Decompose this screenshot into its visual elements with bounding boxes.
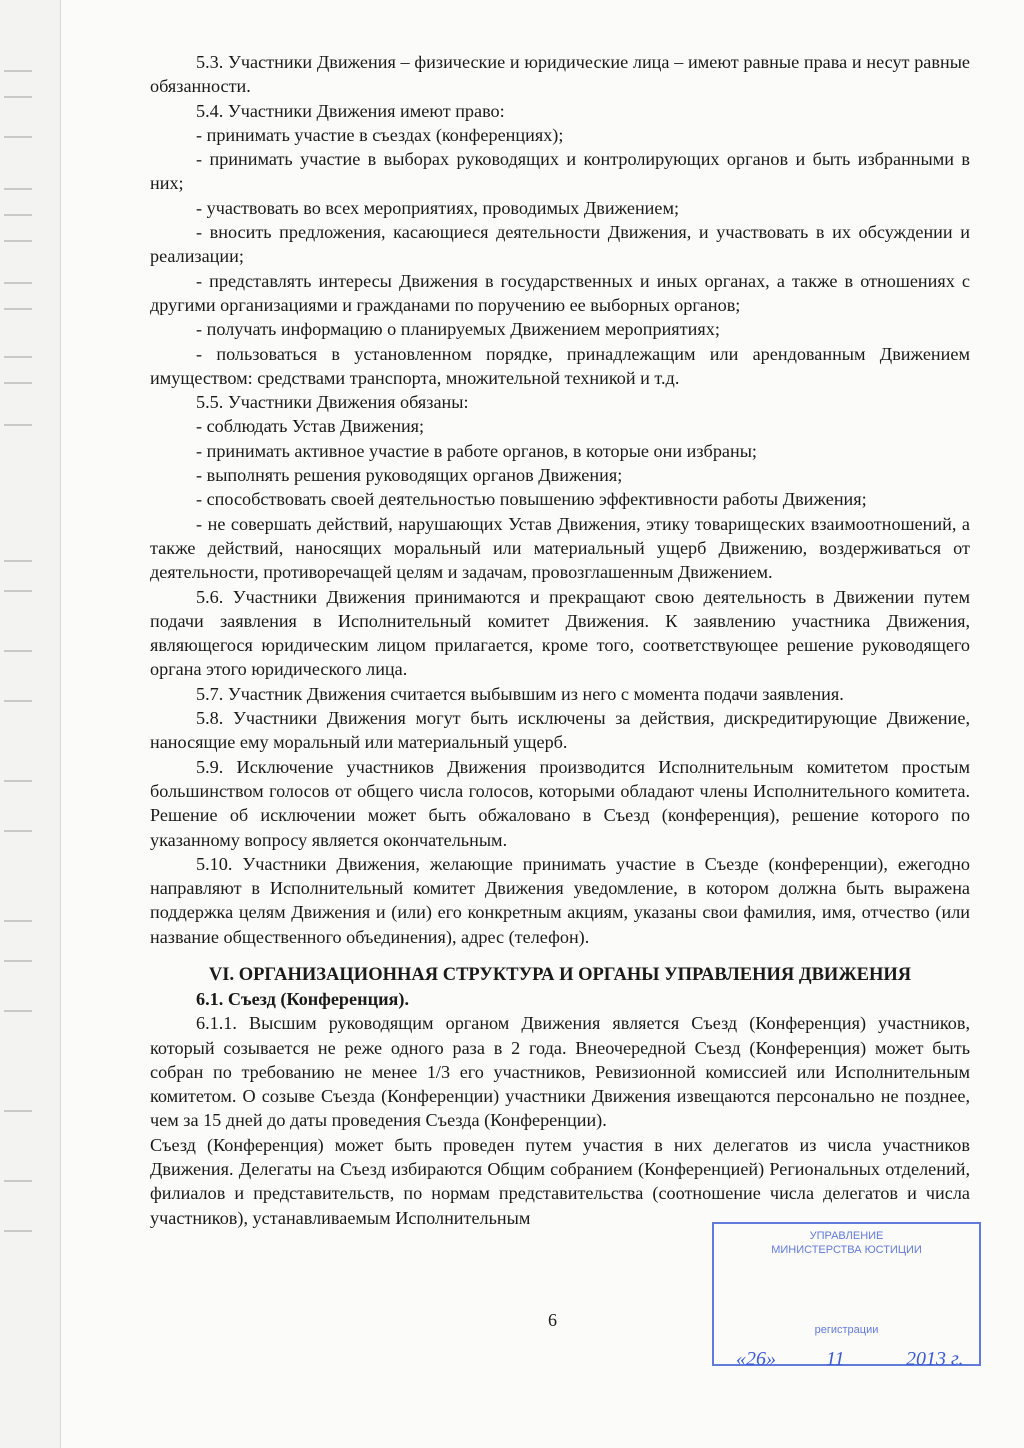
document-body bbox=[150, 50, 970, 1230]
list-item: - способствовать своей деятельностью повышению эффективности работы Движения; bbox=[196, 489, 867, 510]
page-number: 6 bbox=[548, 1310, 557, 1330]
list-item: - представлять интересы Движения в государственных и иных органах, а также в отношениях с другими организациями и гражданами по поручению ее выборных органов; bbox=[150, 270, 970, 315]
stamp-year: 2013 г. bbox=[906, 1348, 964, 1370]
paragraph: 5.3. Участники Движения – физические и юридические лица – имеют равные права и несут равные обязанности. bbox=[150, 52, 970, 97]
list-item: - принимать активное участие в работе органов, в которые они избраны; bbox=[196, 440, 757, 461]
list-item: - вносить предложения, касающиеся деятельности Движения, и участвовать в их обсуждении и реализации; bbox=[150, 222, 970, 267]
list-item: - принимать участие в съездах (конференциях); bbox=[196, 124, 564, 145]
list-item: - принимать участие в выборах руководящих и контролирующих органов и быть избранными в них; bbox=[150, 149, 970, 194]
previous-page-edge bbox=[0, 0, 60, 1448]
paragraph: 6.1.1. Высшим руководящим органом Движения является Съезд (Конференция) участников, который созывается не реже одного раза в 2 года. Внеочередной Съезд (Конференция) может быть собран по требованию не менее 1/3 его участников, Ревизионной комиссией или Исполнительным комитетом. О созыве Съезда (Конференции) участники Движения извещаются персонально не позднее, чем за 15 дней до даты проведения Съезда (Конференции). bbox=[150, 1013, 970, 1131]
list-item: - выполнять решения руководящих органов Движения; bbox=[196, 465, 623, 486]
section-heading: VI. ОРГАНИЗАЦИОННАЯ СТРУКТУРА И ОРГАНЫ УПРАВЛЕНИЯ ДВИЖЕНИЯ bbox=[208, 964, 912, 985]
stamp-line: регистрации bbox=[814, 1324, 879, 1336]
stamp-line: УПРАВЛЕНИЕ bbox=[809, 1230, 884, 1242]
list-item: - не совершать действий, нарушающих Устав Движения, этику товарищеских взаимоотношений, а также действий, наносящих моральный или материальный ущерб Движению, воздерживаться от деятельности, противоречащей целям и задачам, провозглашенным Движением. bbox=[150, 513, 970, 583]
paragraph: 5.6. Участники Движения принимаются и прекращают свою деятельность в Движении путем подачи заявления в Исполнительный комитет Движения. К заявлению участника Движения, являющегося юридическим лицом прилагается, кроме того, соответствующее решение руководящего органа этого юридического лица. bbox=[150, 586, 970, 680]
list-item: - получать информацию о планируемых Движением мероприятиях; bbox=[196, 319, 720, 340]
stamp-line: МИНИСТЕРСТВА ЮСТИЦИИ bbox=[771, 1244, 922, 1256]
list-item: - соблюдать Устав Движения; bbox=[196, 416, 425, 437]
subsection-heading: 6.1. Съезд (Конференция). bbox=[196, 988, 410, 1009]
paragraph: 5.5. Участники Движения обязаны: bbox=[196, 392, 469, 413]
paragraph: 5.8. Участники Движения могут быть исключены за действия, дискредитирующие Движение, наносящие ему моральный или материальный ущерб. bbox=[150, 708, 970, 753]
stamp-day: «26» bbox=[736, 1348, 776, 1370]
paragraph: 5.7. Участник Движения считается выбывшим из него с момента подачи заявления. bbox=[196, 683, 844, 704]
stamp-month: 11 bbox=[826, 1348, 845, 1370]
registration-stamp bbox=[712, 1222, 981, 1366]
paragraph: 5.4. Участники Движения имеют право: bbox=[196, 100, 505, 121]
list-item: - участвовать во всех мероприятиях, проводимых Движением; bbox=[196, 197, 680, 218]
paragraph: Съезд (Конференция) может быть проведен путем участия в них делегатов из числа участников Движения. Делегаты на Съезд избираются Общим собранием (Конференцией) Региональных отделений, филиалов и представительств, по нормам представительства (соотношение числа делегатов и числа участников), устанавливаемым Исполнительным bbox=[150, 1134, 970, 1228]
paragraph: 5.10. Участники Движения, желающие принимать участие в Съезде (конференции), ежегодно направляют в Исполнительный комитет Движения уведомление, в котором должна быть выражена поддержка целям Движения и (или) его конкретным акциям, указаны свои фамилия, имя, отчество (или название общественного объединения), адрес (телефон). bbox=[150, 853, 970, 947]
paragraph: 5.9. Исключение участников Движения производится Исполнительным комитетом простым большинством голосов от общего числа голосов, которыми обладают члены Исполнительного комитета. Решение об исключении может быть обжаловано в Съезд (конференция), решение которого по указанному вопросу является окончательным. bbox=[150, 756, 970, 850]
list-item: - пользоваться в установленном порядке, принадлежащим или арендованным Движением имуществом: средствами транспорта, множительной техникой и т.д. bbox=[150, 343, 970, 388]
